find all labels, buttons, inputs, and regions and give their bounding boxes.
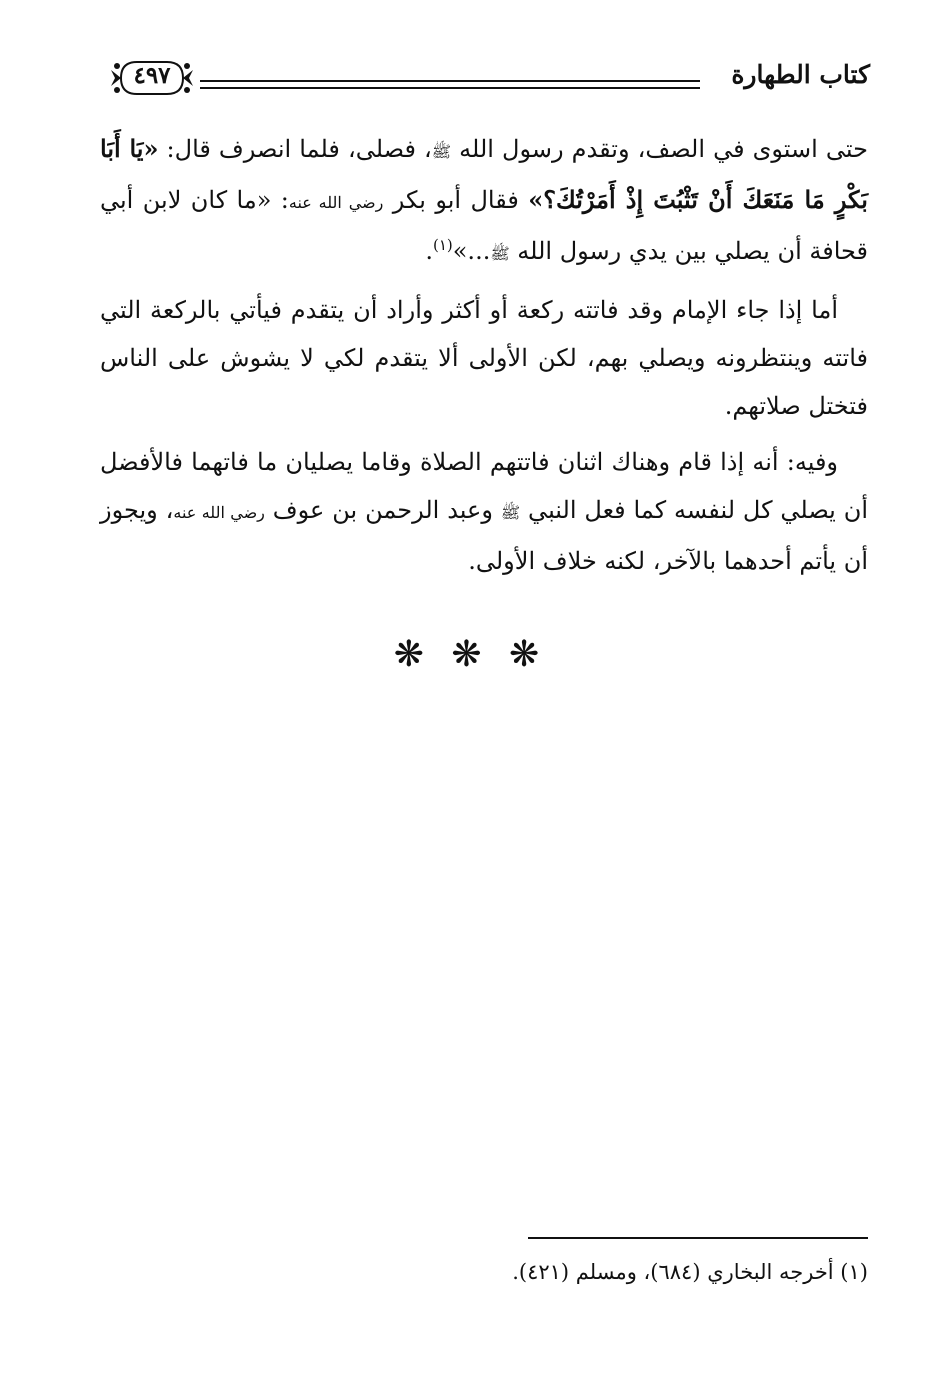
page-header xyxy=(95,50,870,120)
body-text xyxy=(100,125,868,593)
header-rule xyxy=(200,80,700,89)
section-separator: ❋ ❋ ❋ xyxy=(393,634,548,675)
page-number: ٤٩٧ xyxy=(133,62,171,89)
paragraph-2: أما إذا جاء الإمام وقد فاتته ركعة أو أكثر وأراد أن يتقدم فيأتي بالركعة التي فاتته وينتظرونه ويصلي بهم، لكن الأولى ألا يتقدم لكي لا يشوش على الناس فتختل صلاتهم. xyxy=(100,296,868,420)
footnote-reference[interactable]: (١) xyxy=(432,236,453,254)
p3-text-2: وعبد الرحمن بن عوف xyxy=(264,496,501,524)
hadith-quote: «يَا أَبَا بَكْرٍ مَا مَنَعَكَ أَنْ تَثْبُتَ إِذْ أَمَرْتُكَ؟» xyxy=(100,134,868,214)
book-title: كتاب الطهارة xyxy=(731,60,870,89)
p1-text-5: ...» xyxy=(452,237,491,265)
salla-honorific: ﷺ xyxy=(490,244,510,263)
footnote: (١) أخرجه البخاري (٦٨٤)، ومسلم (٤٢١). xyxy=(512,1260,868,1284)
salla-honorific: ﷺ xyxy=(431,142,452,161)
p1-text-1: حتى استوى في الصف، وتقدم رسول الله xyxy=(451,135,868,163)
p1-text-3: فقال أبو بكر xyxy=(383,186,529,214)
radi-honorific: رضي الله عنه xyxy=(173,503,265,522)
page-number-badge xyxy=(107,56,197,100)
salla-honorific: ﷺ xyxy=(500,503,521,522)
radi-honorific: رضي الله عنه xyxy=(288,193,384,212)
p3-text-1: وفيه: أنه إذا قام وهناك اثنان فاتتهم الصلاة وقاما يصليان ما فاتهما فالأفضل أن يصلي كل لنفسه كما فعل النبي xyxy=(100,448,869,524)
paragraph-1 xyxy=(100,125,868,278)
p1-text-end: . xyxy=(425,237,433,265)
p3-text-3: ، ويجوز أن يأتم أحدهما بالآخر، لكنه خلاف الأولى. xyxy=(100,496,868,575)
footnote-rule xyxy=(528,1237,868,1239)
p1-text-4: : «ما كان لابن أبي قحافة أن يصلي بين يدي رسول الله xyxy=(100,186,868,265)
paragraph-3 xyxy=(100,438,868,585)
p1-text-2: ، فصلى، فلما انصرف قال: xyxy=(158,135,432,163)
